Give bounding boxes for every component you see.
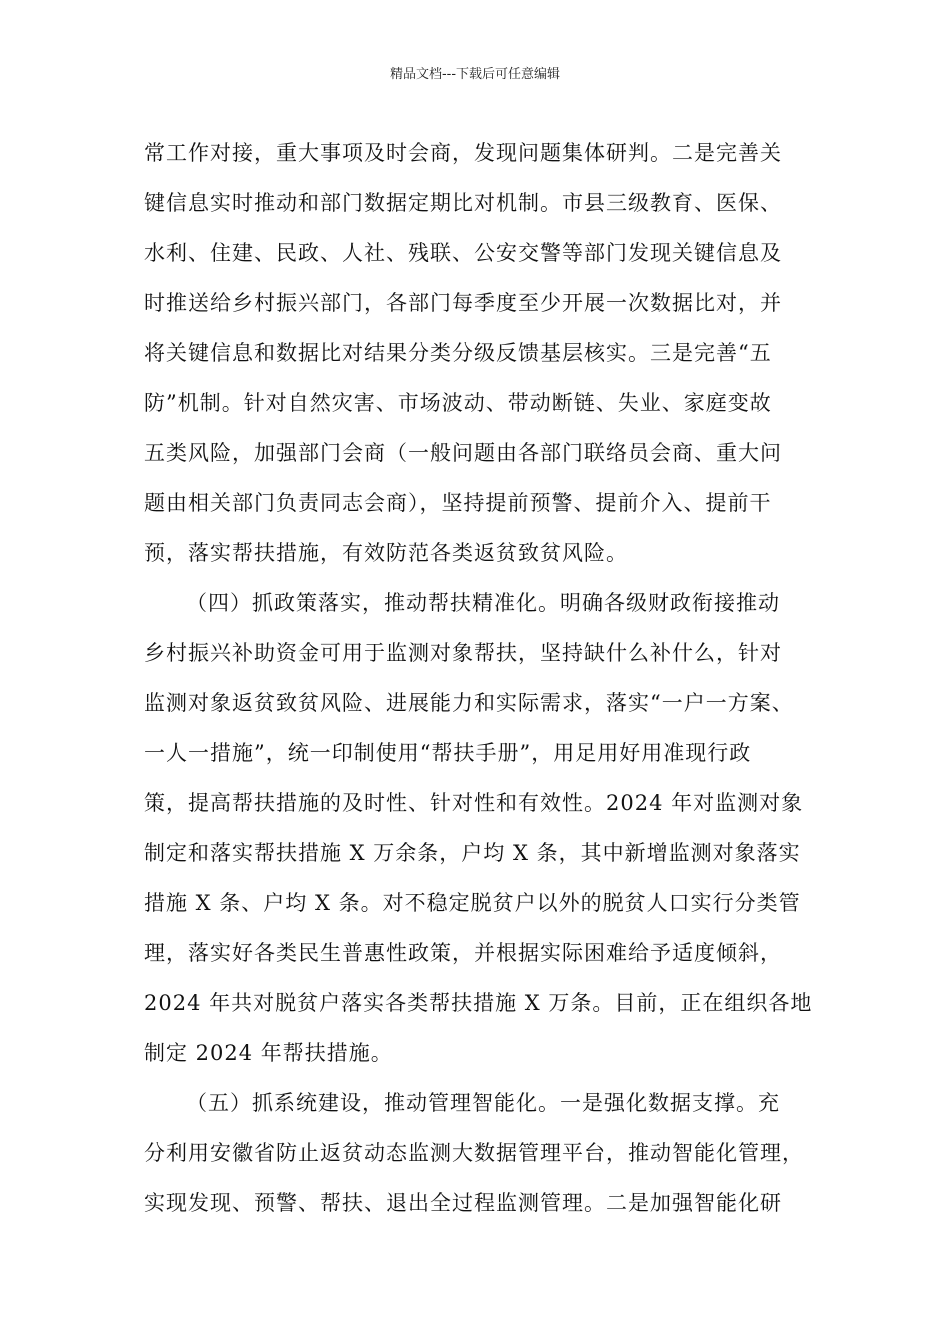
body-line: 时推送给乡村振兴部门，各部门每季度至少开展一次数据比对，并 xyxy=(144,291,782,315)
section-heading-line: （五）抓系统建设，推动管理智能化。一是强化数据支撑。充 xyxy=(186,1091,780,1115)
section-heading-line: （四）抓政策落实，推动帮扶精准化。明确各级财政衔接推动 xyxy=(186,591,780,615)
page-header: 精品文档---下载后可任意编辑 xyxy=(389,67,561,82)
body-line: 2024 年共对脱贫户落实各类帮扶措施 X 万条。目前，正在组织各地 xyxy=(144,991,813,1015)
body-line: 防”机制。针对自然灾害、市场波动、带动断链、失业、家庭变故 xyxy=(144,391,772,415)
body-line: 制定和落实帮扶措施 X 万余条，户均 X 条，其中新增监测对象落实 xyxy=(144,841,801,865)
body-line: 将关键信息和数据比对结果分类分级反馈基层核实。三是完善“五 xyxy=(144,341,772,365)
body-line: 水利、住建、民政、人社、残联、公安交警等部门发现关键信息及 xyxy=(144,241,782,265)
body-line: 预，落实帮扶措施，有效防范各类返贫致贫风险。 xyxy=(144,541,628,565)
body-line: 乡村振兴补助资金可用于监测对象帮扶，坚持缺什么补什么，针对 xyxy=(144,641,782,665)
body-line: 策，提高帮扶措施的及时性、针对性和有效性。2024 年对监测对象 xyxy=(144,791,804,815)
body-line: 键信息实时推动和部门数据定期比对机制。市县三级教育、医保、 xyxy=(144,191,782,215)
body-line: 常工作对接，重大事项及时会商，发现问题集体研判。二是完善关 xyxy=(144,141,782,165)
body-line: 监测对象返贫致贫风险、进展能力和实际需求，落实“一户一方案、 xyxy=(144,691,794,715)
body-line: 一人一措施”，统一印制使用“帮扶手册”，用足用好用准现行政 xyxy=(144,741,752,765)
body-line: 理，落实好各类民生普惠性政策，并根据实际困难给予适度倾斜， xyxy=(144,941,782,965)
body-line: 分利用安徽省防止返贫动态监测大数据管理平台，推动智能化管理， xyxy=(144,1141,804,1165)
body-line: 实现发现、预警、帮扶、退出全过程监测管理。二是加强智能化研 xyxy=(144,1191,782,1215)
body-line: 制定 2024 年帮扶措施。 xyxy=(144,1041,393,1065)
body-line: 五类风险，加强部门会商（一般问题由各部门联络员会商、重大问 xyxy=(144,441,782,465)
body-line: 题由相关部门负责同志会商），坚持提前预警、提前介入、提前干 xyxy=(144,491,772,515)
body-line: 措施 X 条、户均 X 条。对不稳定脱贫户以外的脱贫人口实行分类管 xyxy=(144,891,801,915)
